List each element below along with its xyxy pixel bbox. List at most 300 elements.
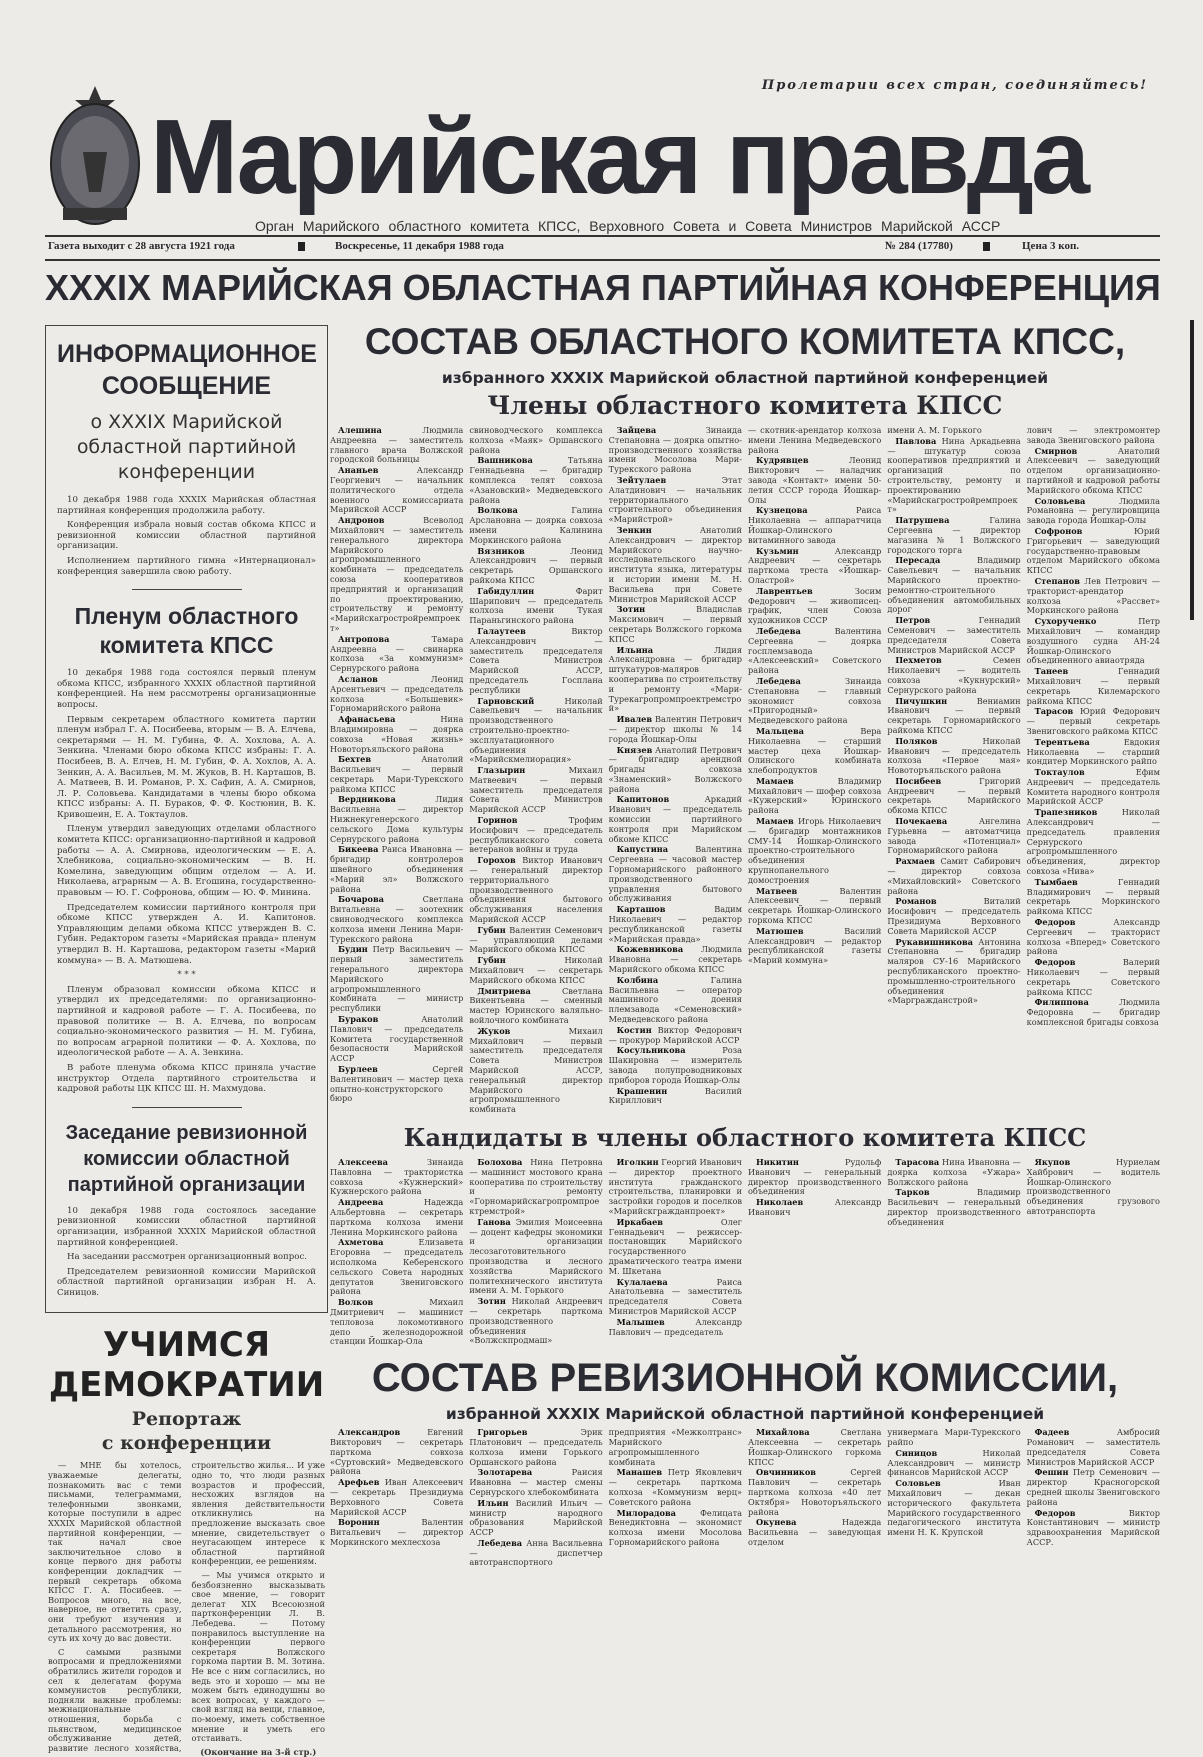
person-description: Елизавета Егоровна — председатель исполкома Кеберенского сельского Совета народных депутатов Звениговского района [330, 1237, 464, 1297]
person-description: Виктор Федорович — прокурор Марийской АССР [608, 1024, 742, 1045]
list-entry [330, 1198, 463, 1237]
person-description: универмага Мари-Турекского райпо [887, 1427, 1021, 1447]
list-entry [469, 816, 602, 855]
person-description: Юрий Григорьевич — заведующий государственно-правовым отделом Марийского обкома КПСС [1026, 525, 1160, 576]
list-entry [330, 1428, 463, 1477]
person-name: Пересада [895, 555, 941, 566]
person-name: Андреева [338, 1197, 384, 1208]
paragraph: С самыми разными вопросами и предложениями обратились жители городов и сел к делегатам форума коммунистов республики, подняли важные проблемы: межнациональные отношения, борьба с пьянством, медицинское обслуживание детей, развитие лесного хозяйства, строительство жилья... И уже одно то, что люди разных возрастов и профессий, несхожих взглядов на явления действительности откликнулись на предложение высказать свое мнение, свидетельствует о неугасающем интересе к областной партийной конференции, ее решениям. [48, 1460, 325, 1753]
list-entry [609, 1046, 742, 1085]
list-entry [1027, 667, 1160, 706]
plenum-title-line: Пленум областного [74, 603, 299, 630]
divider [132, 589, 242, 590]
left-box [45, 325, 328, 1313]
info-subtitle: о XXXIX Марийской областной партийной конференции [76, 411, 297, 483]
person-name: Терентьева [1034, 736, 1090, 747]
person-name: Мальцева [755, 725, 804, 736]
person-description: Анатолий Васильевич — первый секретарь Мари-Турекского райкома КПСС [330, 754, 464, 794]
list-entry [609, 605, 742, 644]
person-description: Фарит Шарипович — председатель колхоза имени Тукая Параньгинского района [469, 585, 603, 626]
person-name: Иголкин [616, 1156, 659, 1167]
divider [132, 1107, 242, 1108]
list-entry [748, 1428, 881, 1467]
committee-subtitle: избранного XXXIX Марийской областной партийной конференцией [441, 369, 1049, 387]
person-name: Овчинников [755, 1467, 816, 1478]
list-entry [330, 715, 463, 754]
list-entry [609, 1087, 742, 1107]
person-name: Якупов [1034, 1156, 1071, 1167]
person-name: Колбина [616, 974, 659, 985]
plenum-title [57, 602, 316, 660]
person-name: Тарков [895, 1187, 930, 1198]
list-entry [330, 755, 463, 794]
paragraph: Первым секретарем областного комитета партии пленум избрал Г. А. Посибеева, вторым — В. А. Елчева, секретарями — Н. М. Губина, Ф. А. Хохлова, А. А. Зенкина. Членами бюро обкома КПСС избраны: Г. А. Посибеев, В. А. Елчев, Н. М. Губин, Ф. А. Хохлов, А. А. Зенкин, А. А. Васильев, М. М. Жуков, В. Н. Карташов, В. А. Матвеев, В. И. Романов, Р. Х. Сафин, А. А. Смирнов, Л. Р. Соловьева. Кандидатами в члены бюро обкома КПСС избраны: А. П. Бураков, Ф. Ф. Костюнин, В. К. Кривошеин, Е. А. Токтаулов. [57, 714, 316, 820]
person-name: Матюшев [755, 925, 804, 936]
info-text [57, 495, 316, 577]
list-entry [887, 1479, 1020, 1538]
person-description: Зосим Федорович — живописец-график, член Союза художников СССР [747, 585, 882, 626]
person-description: Михаил Дмитриевич — машинист тепловоза локомотивного депо железнодорожной станции Йошкар-Ола [330, 1297, 464, 1347]
person-description: предприятия «Межколтранс» Марийского агропромышленного комбината [608, 1427, 742, 1467]
list-entry [748, 587, 881, 626]
list-entry [330, 426, 463, 465]
person-description: — скотник-арендатор колхоза имени Ленина Медведевского района [747, 425, 882, 455]
person-description: Виктор Константинович — министр здравоохранения Марийской АССР. [1026, 1507, 1160, 1547]
person-description: Антонина Степановна — бригадир маляров СУ-16 Марийского республиканского проектно-промышленно-строительного объединения «Маргражданстрой» [887, 936, 1021, 1006]
list-entry [1027, 447, 1160, 496]
list-entry [330, 1298, 463, 1347]
person-name: Зейтулаев [616, 474, 667, 485]
person-name: Губин [477, 955, 506, 966]
person-description: Василий Александрович — редактор республиканской газеты «Марий коммуна» [747, 925, 882, 966]
person-name: Танеев [1034, 666, 1069, 677]
person-description: Вера Николаевна — старший мастер цеха Йошкар-Олинского комбината хлебопродуктов [747, 725, 882, 776]
revision-column [469, 1428, 602, 1569]
person-description: Юрий Федорович — первый секретарь Звениговского райкома КПСС [1026, 706, 1160, 736]
person-name: Федоров [1034, 957, 1076, 968]
person-description: свиноводческого комплекса колхоза «Маяк» Оршанского района [469, 425, 603, 455]
list-entry [887, 897, 1020, 936]
person-description: Иван Алексеевич — секретарь Президиума Верховного Совета Марийской АССР [330, 1477, 464, 1517]
reportage-subtitle [48, 1407, 325, 1455]
person-description: Сергей Валентинович — мастер цеха опытно-конструкторского бюро [330, 1064, 464, 1104]
person-name: Фадеев [1034, 1427, 1070, 1438]
list-entry [330, 1518, 463, 1547]
list-entry [330, 795, 463, 844]
list-entry [748, 456, 881, 505]
emblem-logo [45, 82, 145, 232]
revision-column [609, 1428, 742, 1569]
members-column [609, 426, 742, 1116]
list-entry [748, 1518, 881, 1547]
list-entry [1027, 527, 1160, 576]
list-entry [609, 715, 742, 744]
list-entry [330, 1238, 463, 1297]
person-description: Евгений Викторович — секретарь парткома совхоза «Суртовский» Медведевского района [330, 1427, 464, 1477]
list-entry [1027, 878, 1160, 917]
revcom-title [57, 1120, 316, 1198]
person-name: Иркабаев [616, 1216, 663, 1227]
person-description: Николай Александрович — министр финансов Марийской АССР [887, 1447, 1021, 1478]
candidates-column [609, 1158, 742, 1348]
list-entry [887, 656, 1020, 695]
person-description: Зинаида Степановна — главный экономист совхоза «Пригородный» Медведевского района [747, 675, 882, 726]
reportage-subtitle-line: Репортаж [131, 1408, 242, 1431]
person-description: Петр Михайлович — командир воздушного судна АН-24 Йошкар-Олинского объединенного авиаотряда [1026, 616, 1160, 666]
person-description: Валентин Алексеевич — первый секретарь Йошкар-Олинского горкома КПСС [747, 885, 882, 926]
person-description: Лидия Александровна — бригадир штукатуров-маляров кооператива по строительству и ремонту «Мари-Турекагропромпроектремстрой» [608, 644, 742, 714]
person-name: Романов [895, 896, 937, 907]
candidates-columns [330, 1158, 1160, 1348]
person-name: Алешина [338, 425, 382, 435]
person-name: Жуков [477, 1025, 511, 1036]
list-entry [1027, 1468, 1160, 1507]
person-description: Вадим Николаевич — редактор республиканской газеты «Марийская правда» [608, 904, 742, 944]
person-name: Синицов [895, 1447, 938, 1458]
person-description: Валерий Николаевич — первый секретарь Советского райкома КПСС [1026, 957, 1160, 997]
person-name: Ананьев [338, 465, 379, 476]
person-description: Михаил Михайлович — первый заместитель председателя Совета Министров Марийской АССР, генеральный директор Марийского агропромышленного комбината [469, 1025, 603, 1115]
list-entry [1027, 707, 1160, 736]
person-description: Нина Владимировна — доярка совхоза «Новая жизнь» Новоторъяльского района [330, 714, 464, 754]
continuation-note: (Окончание на 3-й стр.) [200, 1746, 317, 1757]
person-name: Пехметов [895, 655, 942, 666]
person-name: Окунева [755, 1517, 797, 1528]
person-name: Бикеева [338, 844, 379, 855]
list-entry [748, 506, 881, 545]
committee-title: СОСТАВ ОБЛАСТНОГО КОМИТЕТА КПСС, [364, 321, 1126, 362]
person-description: Виктор Иванович — генеральный директор территориального производственного объединения бытового обслуживания населения Марийской АССР [469, 855, 603, 925]
list-entry [609, 976, 742, 1025]
list-entry [1027, 918, 1160, 957]
person-description: Нина Петровна — машинист мостового крана кооператива по строительству и ремонту «Горномарийскагропромпроектремстрой» [469, 1156, 603, 1216]
person-name: Соловьев [895, 1478, 941, 1489]
plenum-title-line: комитета КПСС [99, 632, 274, 659]
person-name: Тарасова [895, 1156, 940, 1167]
person-name: Зайцева [616, 425, 657, 435]
list-entry [887, 556, 1020, 615]
revision-column [1027, 1428, 1160, 1569]
list-entry [1027, 577, 1160, 616]
since-line: Газета выходит с 28 августа 1921 года [48, 240, 235, 252]
person-description: Трофим Иосифович — председатель республиканского совета ветеранов войны и труда [469, 815, 603, 855]
list-entry [469, 627, 602, 696]
list-entry [469, 1218, 602, 1296]
list-entry [1027, 1158, 1160, 1217]
person-description: Нина Аркадьевна — штукатур союза кооперативов предприятий и организаций по строительству, ремонту и проектированию «Марийскагростройремпроект» [887, 435, 1021, 515]
person-description: Игорь Николаевич — бригадир монтажников СМУ-14 Йошкар-Олинского проектно-строительного объединения крупнопанельного домостроения [747, 816, 882, 885]
person-description: Раиса Николаевна — аппаратчица Йошкар-Олинского витаминного завода [747, 505, 882, 545]
revision-column [748, 1428, 881, 1569]
candidates-column [887, 1158, 1020, 1348]
paragraph: — Мы учимся открыто и безбоязненно высказывать свое мнение, — говорит делегат XIX Всесоюзной партконференции Л. В. Лебедева. — Потому понравилось выступление на конференции первого секретаря Волжского горкома партии В. М. Зотина. Не все с ним согласились, но ведь это и хорошо — мы не можем быть единодушны во всех вопросах, у каждого — свой взгляд на вещи, главное, по-моему, иметь собственное мнение и уметь его отстаивать. [191, 1570, 325, 1744]
person-name: Ганова [477, 1216, 511, 1227]
list-entry [748, 627, 881, 676]
list-entry [1027, 958, 1160, 997]
members-column [887, 426, 1020, 1116]
paragraph: 10 декабря 1988 года состоялся первый пленум обкома КПСС, избранного XXXIX областной партийной конференцией. На нем рассмотрены организационные вопросы. [57, 668, 316, 710]
issue-number: № 284 (17780) [885, 240, 953, 252]
slogan: Пролетарии всех стран, соединяйтесь! [761, 78, 1148, 93]
person-name: Волков [338, 1297, 374, 1308]
person-name: Бурлеев [338, 1064, 378, 1074]
person-name: Александров [338, 1427, 401, 1438]
person-description: Галина Арслановна — доярка совхоза имени Калинина Моркинского района [469, 505, 603, 545]
reportage [45, 1325, 328, 1757]
person-description: Иван Михайлович — декан исторического факультета Марийского государственного педагогического института имени Н. К. Крупской [887, 1478, 1021, 1538]
person-description: Анна Васильевна — диспетчер автотранспортного [469, 1537, 603, 1568]
person-name: Князев [616, 744, 653, 755]
left-column [45, 325, 328, 1757]
person-description: Петр Васильевич — первый заместитель генерального директора Марийского агропромышленного комбината — министр республики [330, 944, 464, 1014]
paragraph: 10 декабря 1988 года состоялось заседание ревизионной комиссии областной партийной организации, избранной XXXIX Марийской областной партийной конференцией. [57, 1205, 316, 1248]
person-description: Зинаида Павловна — трактористка совхоза «Кужнерский» Кужнерского района [330, 1156, 464, 1197]
list-entry [330, 1015, 463, 1064]
reportage-subtitle-line: с конференции [101, 1432, 272, 1455]
list-entry [887, 1188, 1020, 1227]
members-column [748, 426, 881, 1116]
list-entry [887, 817, 1020, 856]
person-description: Аркадий Иванович — председатель комиссии партийного контроля при Марийском обкоме КПСС [608, 794, 742, 844]
person-description: Лев Петрович — тракторист-арендатор колхоза «Рассвет» Моркинского района [1026, 575, 1160, 616]
candidates-column [1027, 1158, 1160, 1348]
person-name: Милорадова [616, 1507, 676, 1518]
candidates-column [748, 1158, 881, 1348]
candidates-column [469, 1158, 602, 1348]
person-description: Светлана Алексеевна — секретарь Йошкар-Олинского горкома КПСС [747, 1427, 882, 1467]
person-description: имени А. М. Горького [887, 425, 982, 435]
members-column [330, 426, 463, 1116]
list-entry [609, 1218, 742, 1277]
list-entry [469, 1499, 602, 1538]
separator-stars: * * * [177, 970, 196, 981]
candidates-column [330, 1158, 463, 1348]
reportage-title [48, 1325, 325, 1405]
list-entry [1027, 497, 1160, 526]
list-entry [887, 857, 1020, 896]
person-name: Арефьев [338, 1477, 380, 1488]
person-description: Роза Шакировна — измеритель завода полупроводниковых приборов города Йошкар-Олы [608, 1045, 742, 1085]
person-description: Анатолий Павлович — председатель Комитета государственной безопасности Марийской АССР [330, 1014, 464, 1064]
list-entry [887, 426, 1020, 436]
person-description: Петр Яковлевич — секретарь парткома колхоза «Коммунизм верц» Советского района [608, 1467, 742, 1507]
main-headline: XXXIX МАРИЙСКАЯ ОБЛАСТНАЯ ПАРТИЙНАЯ КОНФЕРЕНЦИЯ [45, 267, 1161, 308]
person-description: лович — электромонтер завода Звениговского района [1026, 425, 1160, 445]
person-description: Надежда Васильевна — заведующая отделом [747, 1517, 882, 1547]
person-name: Ильина [616, 644, 654, 655]
person-description: Александр Георгиевич — начальник политического отдела военного комиссариата Марийской АССР [330, 465, 464, 515]
person-description: Василий Кириллович [608, 1085, 742, 1106]
list-entry [748, 677, 881, 726]
person-name: Степанов [1034, 575, 1080, 586]
person-description: Ангелина Гурьевна — автоматчица завода «Потенциал» Горномарийского района [887, 816, 1021, 856]
person-name: Кузьмин [755, 545, 799, 556]
person-description: Виктор Александрович — заместитель председателя Совета Министров Марийской АССР, председатель Госплана республики [469, 625, 603, 695]
list-entry [330, 1478, 463, 1517]
person-description: Лидия Васильевна — директор Нижнекугенерского сельского Дома культуры Сернурского района [330, 794, 464, 844]
list-entry [469, 506, 602, 545]
list-entry [609, 945, 742, 974]
person-description: Амбросий Романович — заместитель председателя Совета Министров Марийской АССР [1026, 1427, 1160, 1467]
person-name: Тымбаев [1034, 876, 1078, 887]
person-name: Фешин [1034, 1467, 1069, 1478]
person-description: Рудольф Иванович — генеральный директор производственного объединения [747, 1156, 882, 1197]
person-name: Золотарева [477, 1467, 533, 1478]
person-description: Людмила Федоровна — бригадир комплексной бригады совхоза [1026, 997, 1160, 1028]
list-entry [887, 697, 1020, 736]
revision-column [330, 1428, 463, 1569]
list-entry [609, 845, 742, 904]
person-description: Евдокия Николаевна — старший кондитер Моркинского райпо [1026, 736, 1160, 767]
person-name: Рукавишникова [895, 936, 973, 947]
person-name: Косульникова [616, 1045, 686, 1056]
person-description: Анатолий Александрович — директор Марийского научно-исследовательского института языка, литературы и истории имени М. Н. Васильева при Совете Министров Марийской АССР [608, 524, 742, 604]
person-description: Владимир Савельевич — начальник Марийского проектно-ремонтно-строительного объединения автомобильных дорог [887, 555, 1021, 615]
list-entry [748, 426, 881, 455]
person-description: Александр Андреевич — секретарь парткома треста «Йошкар-Оластрой» [747, 545, 882, 585]
person-name: Зотин [616, 604, 646, 615]
person-description: Валентина Сергеевна — доярка госплемзавода «Алексеевский» Советского района [747, 625, 882, 676]
list-entry [609, 746, 742, 795]
person-name: Кулалаева [616, 1276, 668, 1287]
person-description: Нина Ивановна — доярка колхоза «Ужара» Волжского района [887, 1156, 1021, 1187]
person-name: Крашенин [616, 1085, 668, 1096]
person-name: Будин [338, 944, 368, 955]
person-name: Воронин [338, 1517, 380, 1528]
person-description: Раисия Ивановна — мастер смены Сернурского хлебокомбината [469, 1467, 603, 1497]
person-description: Александр Павлович — председатель [608, 1316, 742, 1337]
person-name: Почекаева [895, 816, 948, 827]
list-entry [330, 945, 463, 1014]
person-name: Кудрявцев [755, 455, 809, 466]
person-description: Леонид Александрович — первый секретарь Оршанского райкома КПСС [469, 545, 603, 585]
page-edge [1190, 320, 1194, 620]
person-name: Михайлова [755, 1427, 810, 1438]
person-description: Николай Савельевич — начальник производственного строительно-проектно-эксплуатационного объединения «Марийскмелиорация» [469, 695, 603, 765]
list-entry [609, 526, 742, 604]
revision-columns [330, 1428, 1160, 1569]
paragraph: 10 декабря 1988 года XXXIX Марийская областная партийная конференция продолжила работу. [57, 495, 316, 516]
list-entry [609, 1468, 742, 1507]
person-description: Николай Александрович — председатель правления Сернурского агропромышленного объединения, директор совхоза «Нива» [1026, 807, 1160, 877]
person-name: Алексеева [338, 1156, 388, 1167]
person-name: Антропова [338, 633, 390, 644]
person-name: Вязников [477, 545, 525, 556]
person-description: Валентин Петрович — директор школы № 14 города Йошкар-Олы [608, 714, 742, 744]
person-name: Кожевникова [616, 944, 684, 955]
person-description: Людмила Ивановна — секретарь Марийского обкома КПСС [608, 944, 742, 975]
person-description: Геннадий Владимирович — первый секретарь Моркинского райкома КПСС [1026, 876, 1160, 917]
list-entry [887, 516, 1020, 555]
divider [45, 235, 1160, 237]
list-entry [469, 1428, 602, 1467]
paragraph: Исполнением партийного гимна «Интернационал» конференция завершила свою работу. [57, 555, 316, 577]
list-entry [1027, 808, 1160, 877]
person-name: Габидуллин [477, 585, 535, 596]
person-name: Асланов [338, 673, 378, 684]
person-name: Лебедева [477, 1537, 523, 1548]
list-entry [469, 697, 602, 766]
person-name: Горохов [477, 855, 516, 866]
person-description: Николай Андреевич — секретарь парткома производственного объединения «Волжскпродмаш» [469, 1296, 603, 1346]
paragraph: — МНЕ бы хотелось, уважаемые делегаты, познакомить вас с теми письмами, телеграммами, телефонными звонками, которые поступили в адрес XXXIX Марийской областной партийной конференции, — так начал свое заключительное слово в конце первого дня работы конференции докладчик — первый секретарь обкома КПСС Г. А. Посибеев. — Вопросов много, на все, наверное, не ответить сразу, они требуют изучения и детального рассмотрения, но суть их хочу до вас довести. [48, 1460, 182, 1644]
revcom-title-line: партийной организации [67, 1173, 306, 1196]
person-description: Петр Семенович — директор Красногорской средней школы Звениговского района [1026, 1467, 1160, 1507]
person-name: Посибеев [895, 775, 942, 786]
list-entry [748, 1158, 881, 1197]
list-entry [1027, 998, 1160, 1027]
list-entry [469, 987, 602, 1026]
person-description: Геннадий Семенович — заместитель председателя Совета Министров Марийской АССР [887, 615, 1021, 655]
list-entry [330, 675, 463, 714]
person-description: Эмилия Моисеевна — доцент кафедры экономики и организации лесозаготовительного производства и лесного хозяйства Марийского политехнического института имени А. М. Горького [469, 1216, 603, 1296]
person-name: Петров [895, 615, 931, 626]
person-description: Этат Алатдинович — начальник территориального строительного объединения «Марийстрой» [608, 474, 742, 525]
list-entry [1027, 1428, 1160, 1467]
person-name: Капитонов [616, 794, 670, 805]
person-name: Бочарова [338, 894, 384, 905]
paragraph: Конференция избрала новый состав обкома КПСС и ревизионной комиссии областной партийной организации. [57, 520, 316, 552]
list-entry [609, 1026, 742, 1046]
info-title-line: СООБЩЕНИЕ [101, 372, 272, 400]
list-entry [887, 777, 1020, 816]
list-entry [469, 547, 602, 586]
right-column [330, 320, 1160, 1569]
reportage-title-line: УЧИМСЯ [102, 1325, 271, 1366]
person-description: Ефим Андреевич — председатель Комитета народного контроля Марийской АССР [1026, 767, 1160, 807]
list-entry [469, 587, 602, 626]
info-title-line: ИНФОРМАЦИОННОЕ [57, 340, 317, 368]
person-description: Раиса Анатольевна — заместитель председателя Совета Министров Марийской АССР [608, 1276, 742, 1316]
list-entry [609, 1509, 742, 1548]
info-title [57, 338, 316, 402]
list-entry [330, 895, 463, 944]
reportage-text [48, 1461, 325, 1757]
bullet [298, 242, 305, 251]
person-name: Поляков [895, 735, 938, 746]
person-name: Сухорученко [1034, 616, 1097, 627]
person-name: Мамаев [755, 816, 794, 827]
list-entry [748, 727, 881, 776]
person-description: Всеволод Михайлович — заместитель генерального директора Марийского агропромышленного комбината — председатель союза кооперативов предприятий и организаций по проектированию, строительству и ремонту «Марийскагростройремпроект» [330, 515, 464, 633]
paragraph: Пленум утвердил заведующих отделами областного комитета КПСС: организационно-партийной и кадровой работы — А. А. Смирнова, идеологическим — Е. А. Хлебникова, социально-экономическим — В. Н. Комелина, заведующим общим отделом — А. И. Николаева, аграрным — А. В. Егошина, государственно-правовым — Ю. Г. Софронова, общим — Ю. Ф. Минина. [57, 824, 316, 899]
list-entry [748, 927, 881, 966]
list-entry [1027, 426, 1160, 446]
person-name: Малышев [616, 1316, 665, 1327]
person-name: Губин [477, 924, 506, 935]
list-entry [330, 635, 463, 674]
person-description: Владислав Максимович — первый секретарь Волжского горкома КПСС [608, 604, 742, 644]
person-description: Светлана Витальевна — зоотехник свиноводческого комплекса колхоза имени Ленина Мари-Турекского района [330, 894, 464, 944]
person-description: Георгий Иванович — директор проектного института гражданского строительства, планировки и застройки городов и поселков «Марийскгражданпроект» [608, 1156, 742, 1216]
person-description: Николай Михайлович — секретарь Марийского обкома КПСС [469, 955, 603, 985]
list-entry [469, 1468, 602, 1497]
paragraph: Председателем ревизионной комиссии Марийской областной партийной организации избран Н. А. Синицов. [57, 1266, 316, 1298]
person-name: Трапезников [1034, 807, 1098, 818]
person-description: Геннадий Михайлович — первый секретарь Килемарского райкома КПСС [1026, 666, 1160, 706]
list-entry [330, 466, 463, 515]
list-entry [469, 1158, 602, 1217]
person-description: Сергей Павлович — секретарь парткома колхоза «40 лет Октября» Новоторъяльского района [747, 1467, 882, 1517]
revcom-text [57, 1206, 316, 1299]
issue-date: Воскресенье, 11 декабря 1988 года [335, 240, 504, 252]
list-entry [609, 646, 742, 715]
person-name: Манашев [616, 1467, 663, 1478]
person-name: Андронов [338, 515, 385, 526]
list-entry [469, 1539, 602, 1568]
person-name: Карташов [616, 904, 666, 915]
list-entry [469, 766, 602, 815]
